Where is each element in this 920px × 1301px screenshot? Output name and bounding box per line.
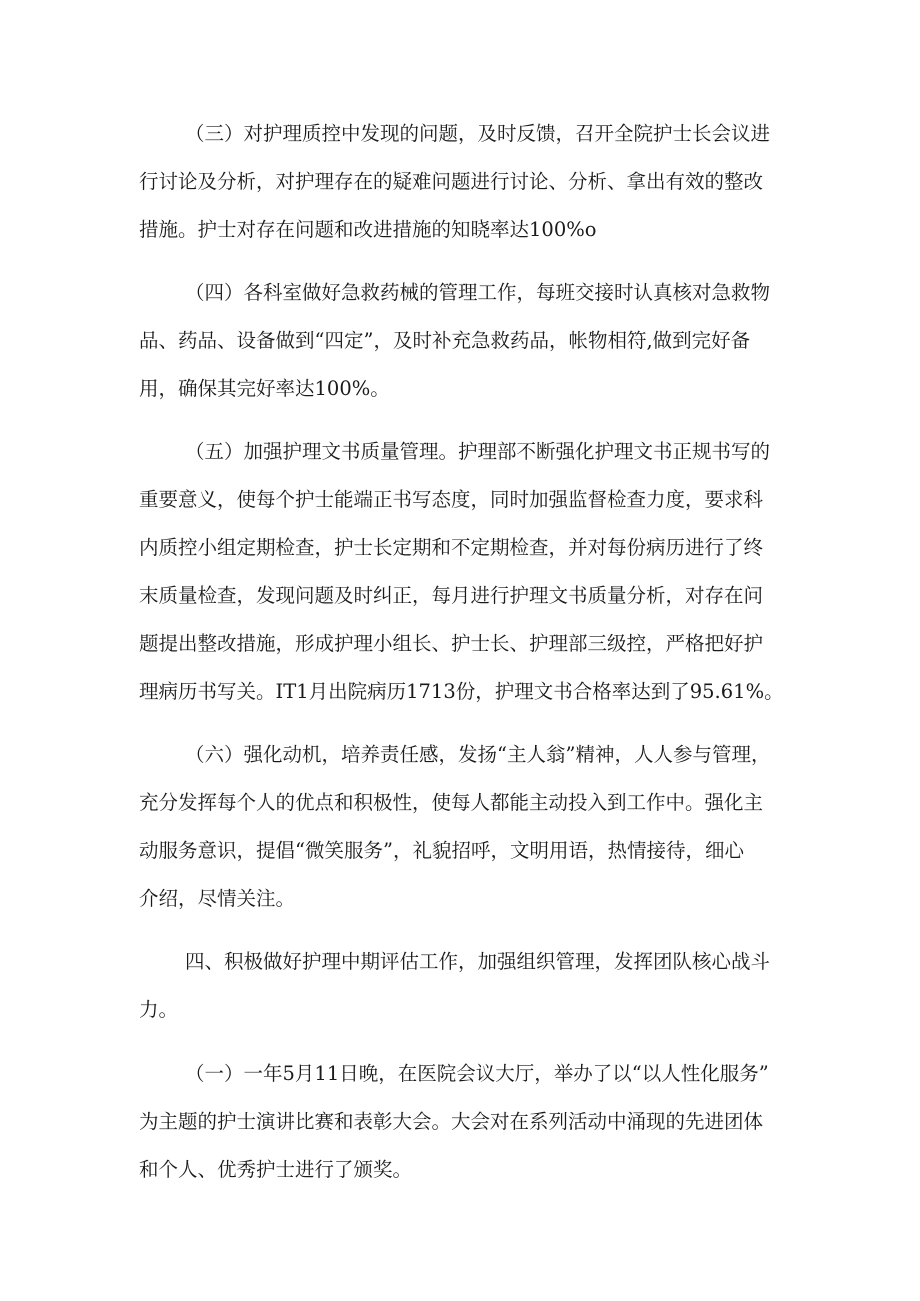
section-4-paragraph-1-line-1: （一）一年5月11日晚，在医院会议大厅，举办了以“以人性化服务” — [185, 1062, 769, 1085]
paragraph-6-line-4: 介绍，尽情关注。 — [139, 887, 296, 910]
paragraph-4-line-3: 用，确保其完好率达100%。 — [139, 377, 390, 400]
section-4-paragraph-1-line-2: 为主题的护士演讲比赛和表彰大会。大会对在系列活动中涌现的先进团体 — [139, 1110, 764, 1133]
paragraph-3-line-3: 措施。护士对存在问题和改进措施的知晓率达100%o — [139, 218, 597, 241]
paragraph-5-line-3: 内质控小组定期检查，护士长定期和不定期检查，并对每份病历进行了终 — [139, 536, 764, 559]
paragraph-5-line-4: 末质量检查，发现问题及时纠正，每月进行护理文书质量分析，对存在问 — [139, 584, 764, 607]
section-4-heading-line-2: 力。 — [139, 998, 179, 1021]
paragraph-5-line-6: 理病历书写关。IT1月出院病历1713份，护理文书合格率达到了95.61%。 — [139, 680, 784, 703]
paragraph-4-line-2: 品、药品、设备做到“四定”，及时补充急救药品，帐物相符,做到完好备 — [139, 329, 751, 352]
paragraph-6-line-2: 充分发挥每个人的优点和积极性，使每人都能主动投入到工作中。强化主 — [139, 791, 764, 814]
paragraph-5-line-1: （五）加强护理文书质量管理。护理部不断强化护理文书正规书写的 — [185, 440, 771, 463]
paragraph-4-line-1: （四）各科室做好急救药械的管理工作，每班交接时认真核对急救物 — [185, 281, 771, 304]
paragraph-3-line-1: （三）对护理质控中发现的问题，及时反馈，召开全院护士长会议进 — [185, 122, 771, 145]
paragraph-3-line-2: 行讨论及分析，对护理存在的疑难问题进行讨论、分析、拿出有效的整改 — [139, 170, 764, 193]
paragraph-5-line-5: 题提出整改措施，形成护理小组长、护士长、护理部三级控，严格把好护 — [139, 632, 764, 655]
section-4-heading-line-1: 四、积极做好护理中期评估工作，加强组织管理，发挥团队核心战斗 — [185, 950, 771, 973]
paragraph-6-line-3: 动服务意识，提倡“微笑服务”，礼貌招呼，文明用语，热情接待，细心 — [139, 839, 744, 862]
section-4-paragraph-1-line-3: 和个人、优秀护士进行了颁奖。 — [139, 1158, 413, 1181]
paragraph-6-line-1: （六）强化动机，培养责任感，发扬“主人翁”精神，人人参与管理， — [185, 743, 771, 766]
paragraph-5-line-2: 重要意义，使每个护士能端正书写态度，同时加强监督检查力度，要求科 — [139, 488, 764, 511]
